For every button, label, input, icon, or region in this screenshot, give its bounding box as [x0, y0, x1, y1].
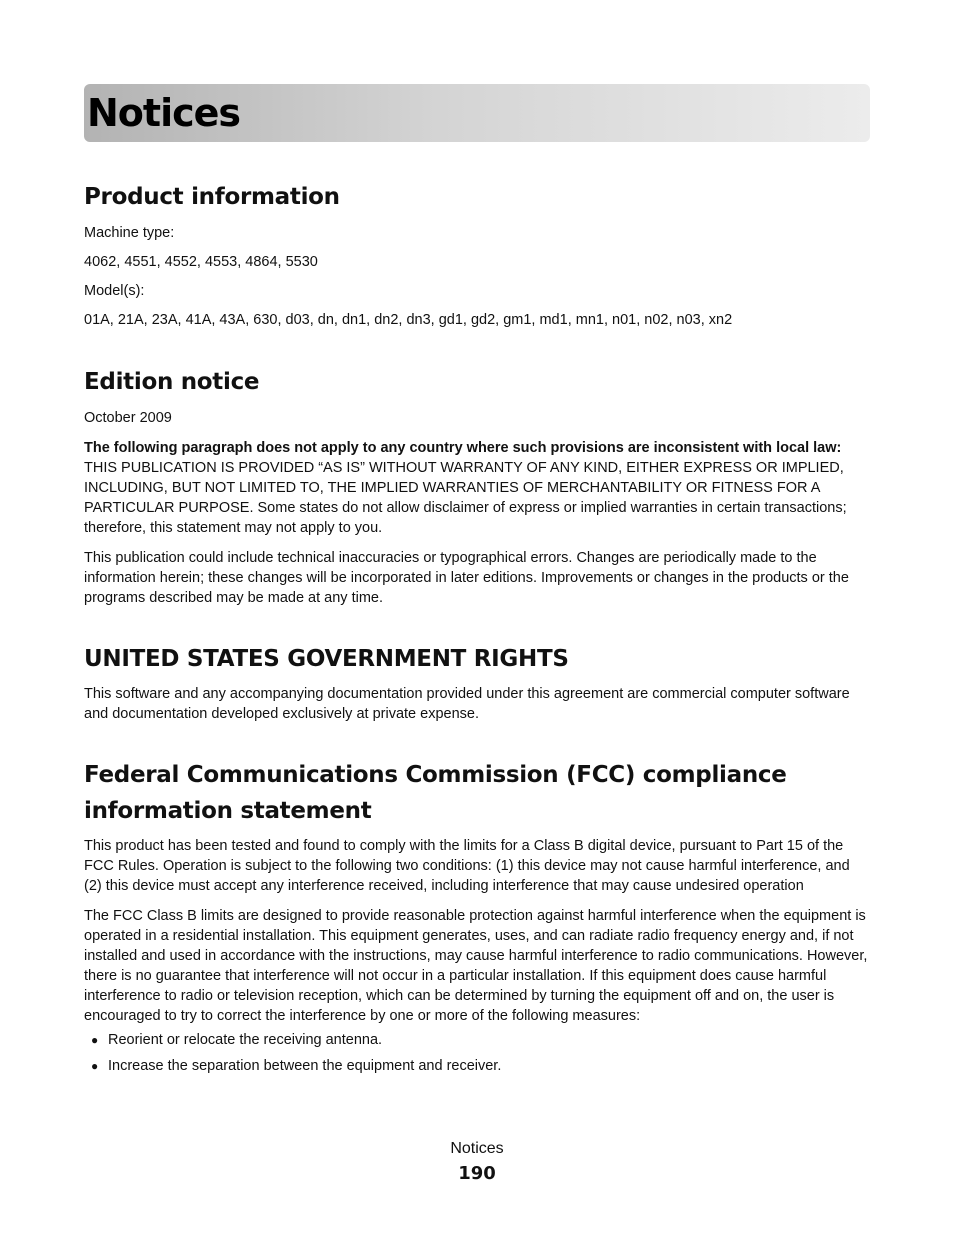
section-edition-notice: [84, 364, 870, 608]
bullet-icon: ●: [91, 1033, 99, 1047]
product-information-heading: Product information: [84, 184, 340, 210]
models-values: 01A, 21A, 23A, 41A, 43A, 630, d03, dn, dn1, dn2, dn3, gd1, gd2, gm1, md1, mn1, n01, n02, n03, xn2: [84, 312, 733, 328]
footer-chapter-label: Notices: [450, 1140, 504, 1157]
list-item: [84, 1030, 870, 1050]
machine-type-label: Machine type:: [84, 225, 175, 241]
edition-notice-heading: Edition notice: [84, 369, 260, 395]
chapter-banner: [84, 84, 870, 142]
list-item-text: Increase the separation between the equipment and receiver.: [108, 1058, 502, 1074]
machine-type-values: 4062, 4551, 4552, 4553, 4864, 5530: [84, 254, 318, 270]
chapter-title: Notices: [87, 91, 241, 135]
edition-date: October 2009: [84, 410, 172, 426]
list-item-text: Reorient or relocate the receiving antenna.: [108, 1032, 383, 1048]
us-government-rights-heading: UNITED STATES GOVERNMENT RIGHTS: [84, 646, 569, 672]
section-product-information: [84, 179, 870, 330]
document-page: [84, 84, 870, 1082]
fcc-paragraph-conditions: This product has been tested and found to comply with the limits for a Class B digital device, pursuant to Part 15 of the FCC Rules. Operation is subject to the following two conditions: (1) this device may not cause harmful interference, and (2) this device must accept any interference received, including interference that may cause undesired operation: [84, 838, 850, 894]
us-government-rights-paragraph: This software and any accompanying documentation provided under this agreement are commercial computer software and documentation developed exclusively at private expense.: [84, 686, 850, 722]
section-fcc-compliance: [84, 757, 870, 1076]
page-footer: [0, 1138, 954, 1188]
models-label: Model(s):: [84, 283, 145, 299]
fcc-paragraph-limits: The FCC Class B limits are designed to provide reasonable protection against harmful interference when the equipment is operated in a residential installation. This equipment generates, uses, and can radiate radio frequency energy and, if not installed and used in accordance with the instructions, may cause harmful interference to radio communications. However, there is no guarantee that interference will not occur in a particular installation. If this equipment does cause harmful interference to radio or television reception, which can be determined by turning the equipment off and on, the user is encouraged to try to correct the interference by one or more of the following measures:: [84, 908, 868, 1024]
fcc-measures-list: [84, 1030, 870, 1076]
section-us-government-rights: [84, 641, 870, 724]
accuracy-paragraph: This publication could include technical inaccuracies or typographical errors. Changes are periodically made to the information herein; these changes will be incorporated in later editions. Improvements or changes in the products or the programs described may be made at any time.: [84, 550, 849, 606]
fcc-heading: Federal Communications Commission (FCC) compliance information statement: [84, 762, 787, 824]
page-number: 190: [458, 1163, 496, 1184]
list-item: [84, 1056, 870, 1076]
disclaimer-bold-lead: The following paragraph does not apply to any country where such provisions are inconsistent with local law:: [84, 440, 842, 456]
warranty-disclaimer: [84, 438, 870, 538]
bullet-icon: ●: [91, 1059, 99, 1073]
disclaimer-body: THIS PUBLICATION IS PROVIDED “AS IS” WITHOUT WARRANTY OF ANY KIND, EITHER EXPRESS OR IMPLIED, INCLUDING, BUT NOT LIMITED TO, THE IMPLIED WARRANTIES OF MERCHANTABILITY OR FITNESS FOR A PARTICULAR PURPOSE. Some states do not allow disclaimer of express or implied warranties in certain transactions; therefore, this statement may not apply to you.: [84, 460, 847, 536]
